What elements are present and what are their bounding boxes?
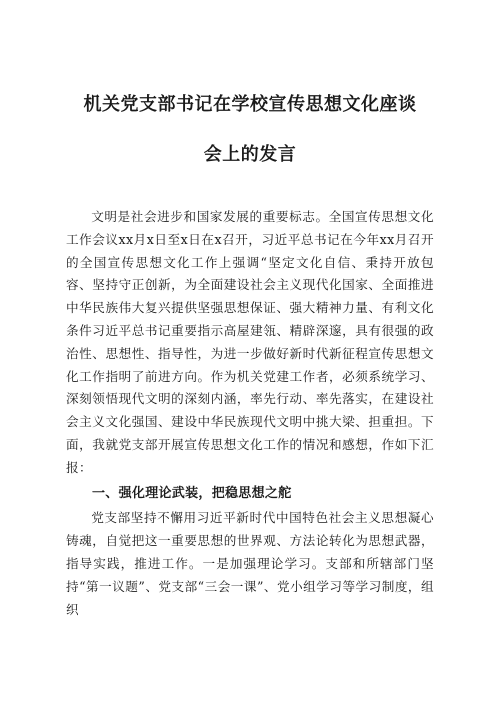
section-heading-1: 一、强化理论武装，把稳思想之舵 bbox=[92, 485, 292, 501]
paragraph-intro: 文明是社会进步和国家发展的重要标志。全国宣传思想文化工作会议xx月x日至x日在x召开，习近平总书记在今年xx月召开的全国宣传思想文化工作上强调“坚定文化自信、秉持开放包容、坚持守正创新，为全面建设社会主义现代化国家、全面推进中华民族伟大复兴提供坚强思想保证、强大精神力量、有利文化条件习近平总书记重要指示高屋建瓴、精辟深邃，具有很强的政治性、思想性、指导性，为进一步做好新时代新征程宣传思想文化工作指明了前进方向。作为机关党建工作者，必须系统学习、深刻领悟现代文明的深刻内涵，率先行动、率先落实，在建设社会主义文化强国、建设中华民族现代文明中挑大梁、担重担。下面，我就党支部开展宣传思想文化工作的情况和感想，作如下汇报： bbox=[66, 209, 434, 475]
document-title-line2: 会上的发言 bbox=[203, 144, 297, 165]
paragraph-section-1: 党支部坚持不懈用习近平新时代中国特色社会主义思想凝心铸魂，自觉把这一重要思想的世界观、方法论转化为思想武器，指导实践，推进工作。一是加强理论学习。支部和所辖部门坚持“第一议题”、党支部“三会一课”、党小组学习等学习制度，组织 bbox=[66, 509, 434, 617]
document-title-line1: 机关党支部书记在学校宣传思想文化座谈 bbox=[83, 94, 417, 115]
